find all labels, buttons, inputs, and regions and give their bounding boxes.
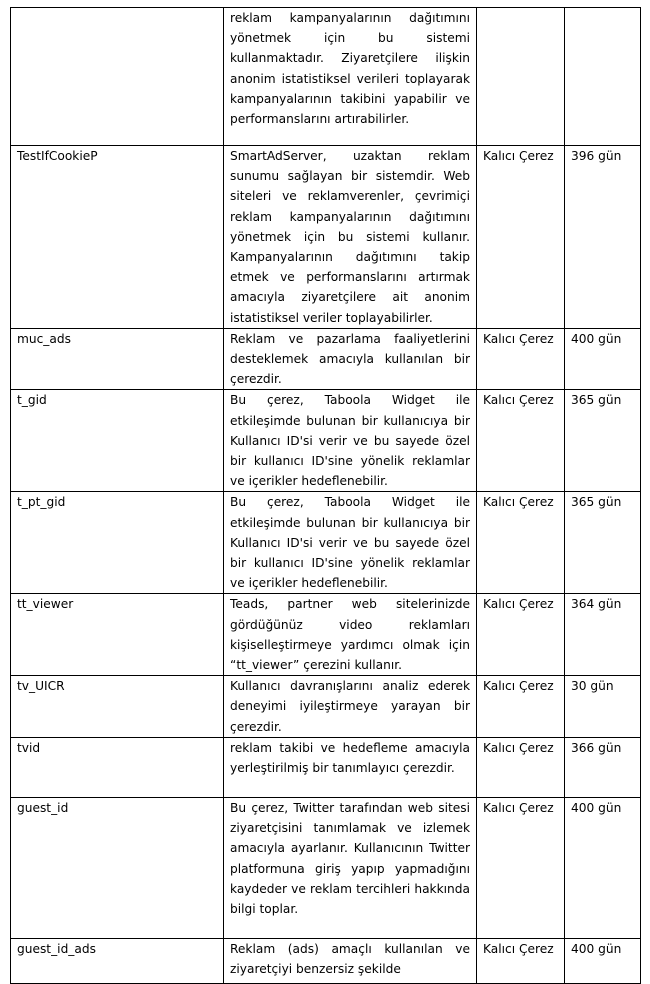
- cookie-type: Kalıcı Çerez: [477, 328, 565, 390]
- cookie-description: Bu çerez, Taboola Widget ile etkileşimde bulunan bir kullanıcıya bir Kullanıcı ID'si verir ve bu sayede özel bir kullanıcı ID'sine yönelik reklamlar ve içerikler hedeflenebilir.: [224, 492, 477, 594]
- cookie-description: reklam kampanyalarının dağıtımını yönetmek için bu sistemi kullanmaktadır. Ziyaretçilere ilişkin anonim istatistiksel verileri toplayarak kampanyalarının takibini yapabilir ve performanslarını artırabilirler.: [224, 8, 477, 146]
- cookie-type: Kalıcı Çerez: [477, 390, 565, 492]
- cookie-name: t_pt_gid: [11, 492, 224, 594]
- cookie-name: tvid: [11, 737, 224, 797]
- cookie-type: Kalıcı Çerez: [477, 594, 565, 676]
- cookie-name: t_gid: [11, 390, 224, 492]
- cookie-type: Kalıcı Çerez: [477, 938, 565, 983]
- cookie-description: SmartAdServer, uzaktan reklam sunumu sağlayan bir sistemdir. Web siteleri ve reklamverenler, çevrimiçi reklam kampanyalarının dağıtımını yönetmek için bu sistemi kullanır. Kampanyalarının dağıtımını takip etmek ve performanslarını artırmak amacıyla ziyaretçilere ait anonim istatistiksel veriler toplayabilirler.: [224, 146, 477, 329]
- cookie-description: Kullanıcı davranışlarını analiz ederek deneyimi iyileştirmeye yarayan bir çerezdir.: [224, 676, 477, 738]
- cookie-description: Reklam ve pazarlama faaliyetlerini desteklemek amacıyla kullanılan bir çerezdir.: [224, 328, 477, 390]
- cookie-type: Kalıcı Çerez: [477, 676, 565, 738]
- cookie-type: [477, 8, 565, 146]
- table-row: [11, 492, 641, 594]
- cookie-type: Kalıcı Çerez: [477, 797, 565, 938]
- cookie-name: tv_UICR: [11, 676, 224, 738]
- cookie-description: Teads, partner web sitelerinizde gördüğünüz video reklamları kişiselleştirmeye yardımcı olmak için “tt_viewer” çerezini kullanır.: [224, 594, 477, 676]
- cookie-name: [11, 8, 224, 146]
- table-row: [11, 676, 641, 738]
- table-row: [11, 737, 641, 797]
- table-row: [11, 797, 641, 938]
- cookie-type: Kalıcı Çerez: [477, 146, 565, 329]
- cookie-duration: 400 gün: [565, 328, 641, 390]
- table-row: [11, 938, 641, 983]
- cookie-duration: 400 gün: [565, 938, 641, 983]
- cookie-name: guest_id_ads: [11, 938, 224, 983]
- cookie-duration: 400 gün: [565, 797, 641, 938]
- cookie-description: Bu çerez, Taboola Widget ile etkileşimde bulunan bir kullanıcıya bir Kullanıcı ID'si verir ve bu sayede özel bir kullanıcı ID'sine yönelik reklamlar ve içerikler hedeflenebilir.: [224, 390, 477, 492]
- cookie-document: [10, 7, 641, 984]
- cookie-name: guest_id: [11, 797, 224, 938]
- cookie-table: [10, 7, 641, 984]
- table-row: [11, 328, 641, 390]
- cookie-description: Bu çerez, Twitter tarafından web sitesi ziyaretçisini tanımlamak ve izlemek amacıyla ayarlanır. Kullanıcının Twitter platformuna giriş yapıp yapmadığını kaydeder ve reklam tercihleri hakkında bilgi toplar.: [224, 797, 477, 938]
- cookie-name: TestIfCookieP: [11, 146, 224, 329]
- cookie-duration: 30 gün: [565, 676, 641, 738]
- cookie-duration: [565, 8, 641, 146]
- table-row: [11, 8, 641, 146]
- table-row: [11, 594, 641, 676]
- cookie-duration: 365 gün: [565, 390, 641, 492]
- cookie-duration: 364 gün: [565, 594, 641, 676]
- cookie-description: Reklam (ads) amaçlı kullanılan ve ziyaretçiyi benzersiz şekilde: [224, 938, 477, 983]
- cookie-duration: 365 gün: [565, 492, 641, 594]
- cookie-type: Kalıcı Çerez: [477, 737, 565, 797]
- cookie-duration: 396 gün: [565, 146, 641, 329]
- table-row: [11, 146, 641, 329]
- cookie-duration: 366 gün: [565, 737, 641, 797]
- cookie-description: reklam takibi ve hedefleme amacıyla yerleştirilmiş bir tanımlayıcı çerezdir.: [224, 737, 477, 797]
- cookie-name: tt_viewer: [11, 594, 224, 676]
- cookie-type: Kalıcı Çerez: [477, 492, 565, 594]
- table-row: [11, 390, 641, 492]
- cookie-name: muc_ads: [11, 328, 224, 390]
